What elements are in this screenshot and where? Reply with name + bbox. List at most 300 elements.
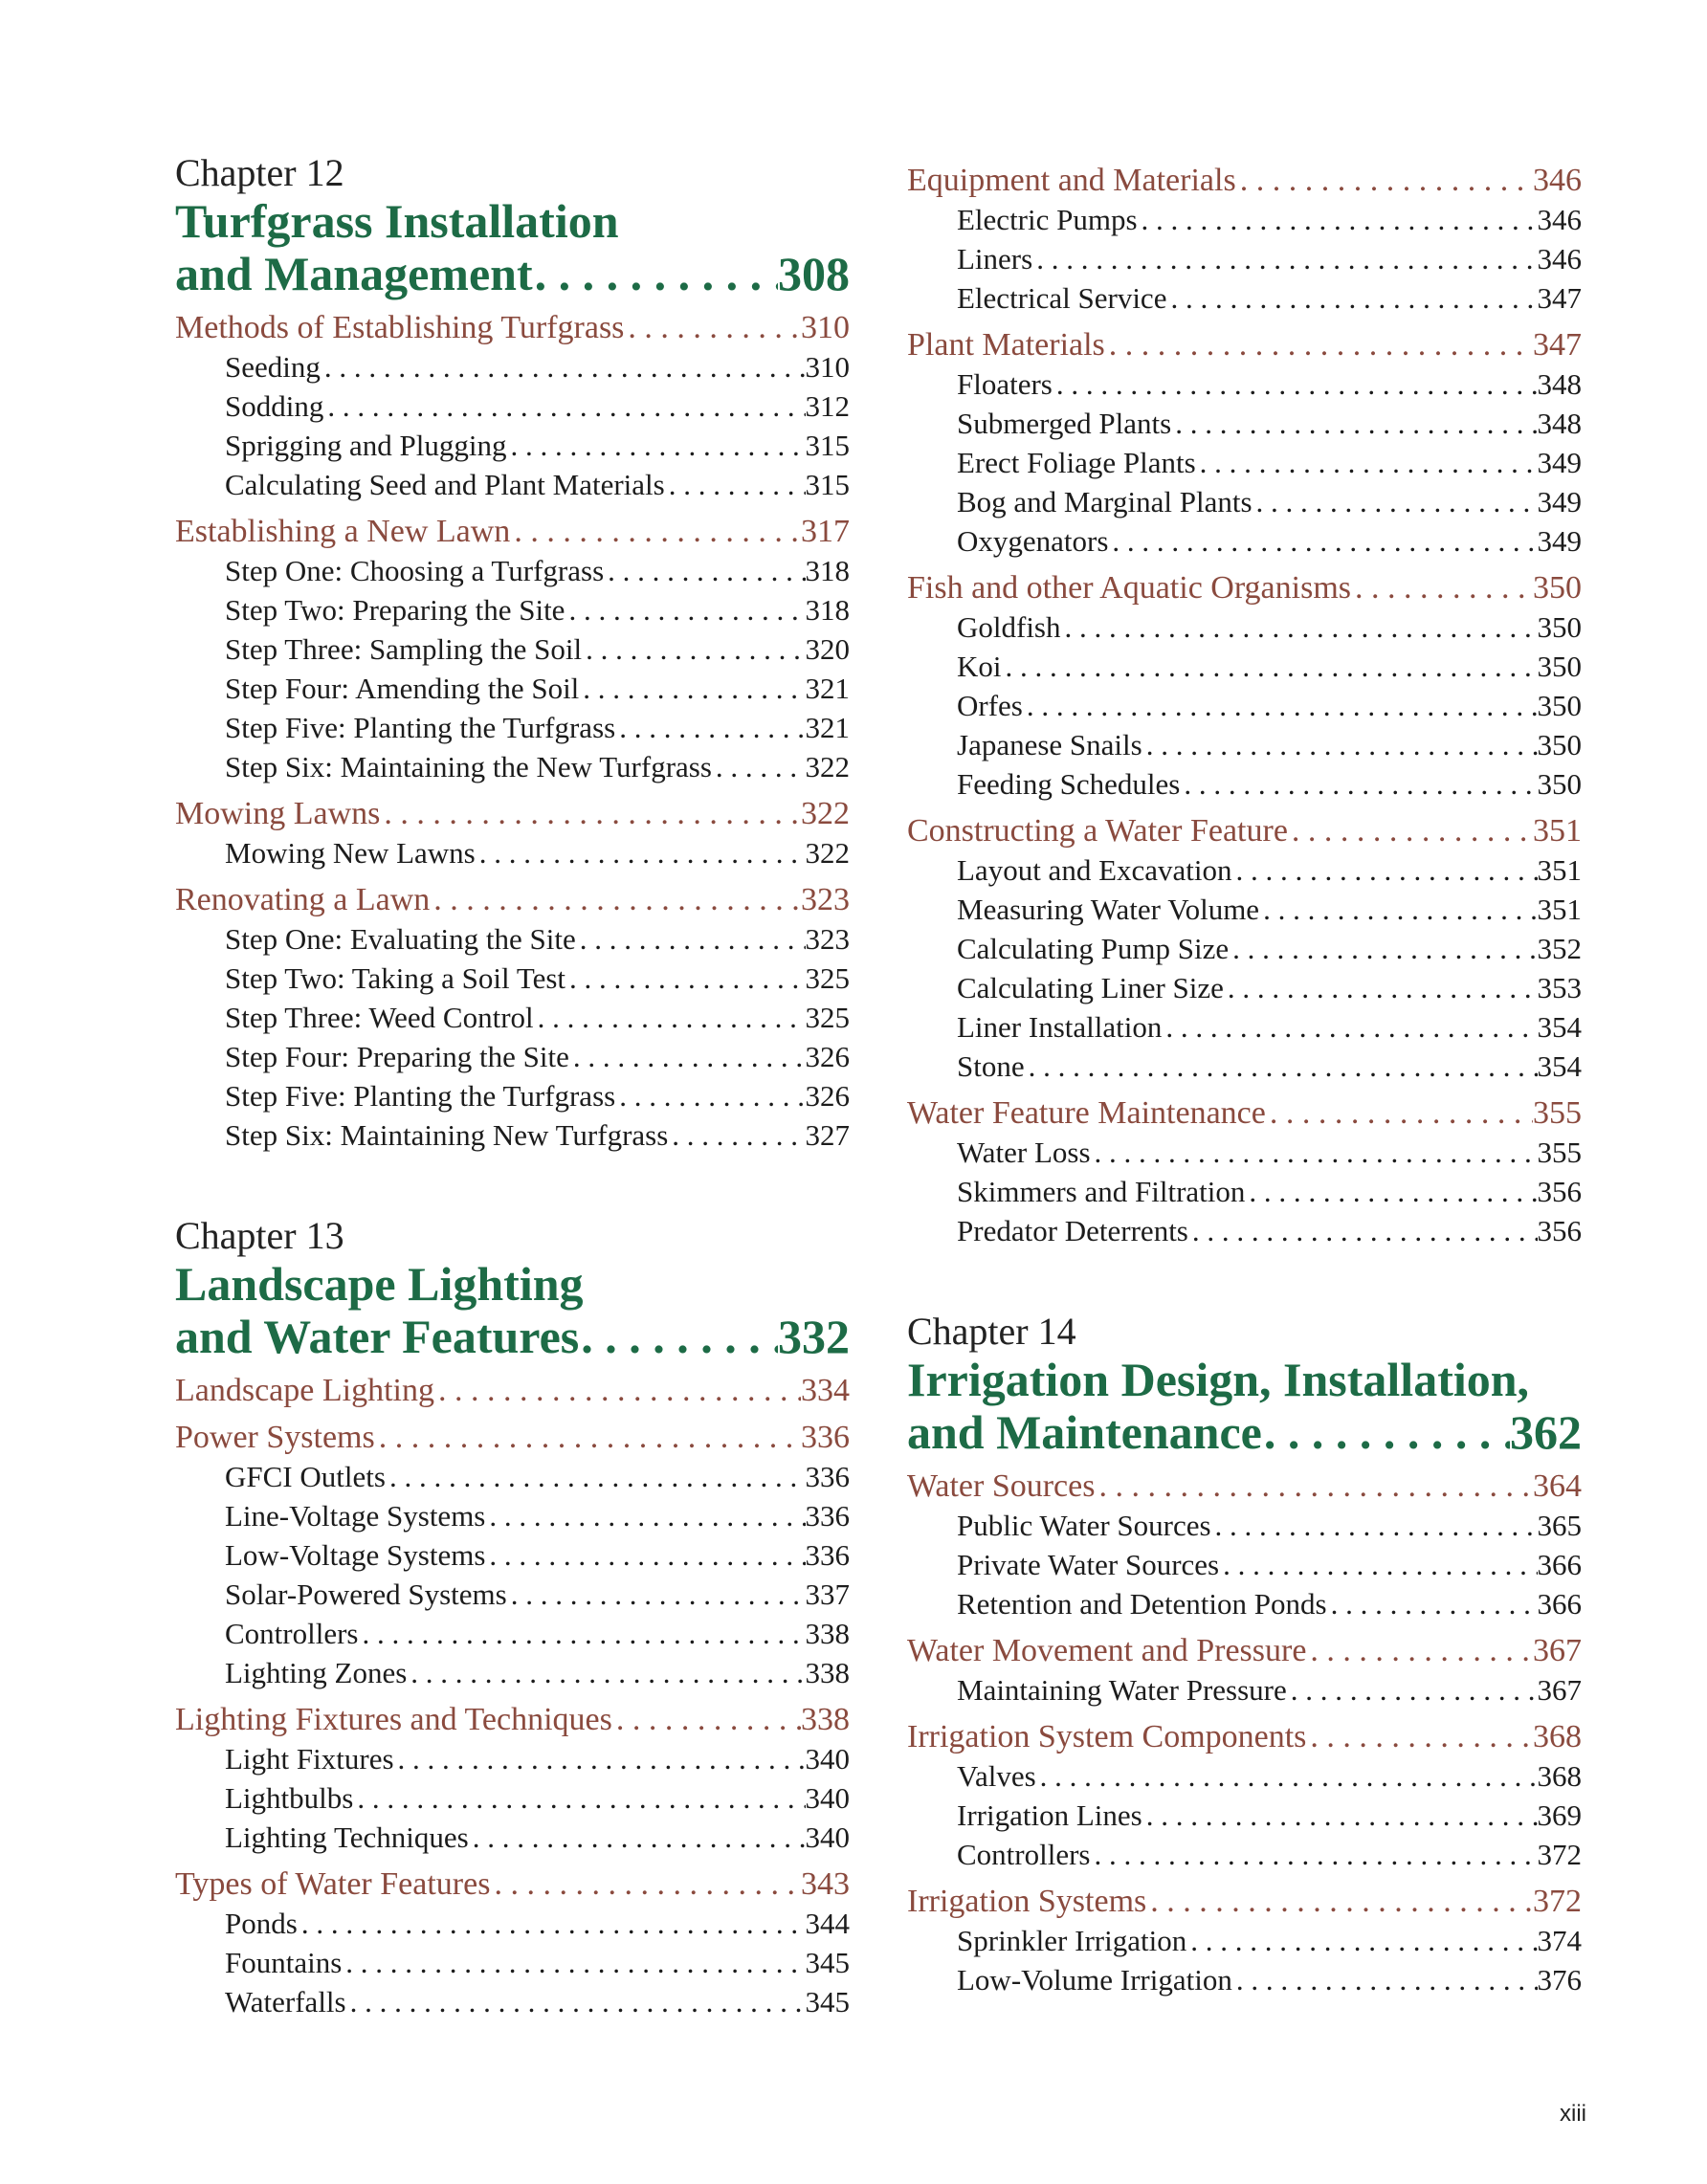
toc-item [907,1796,1582,1835]
page-ref: 369 [1537,1798,1582,1832]
page-ref: 322 [805,750,850,783]
page-ref: 355 [1537,1136,1582,1169]
item-title: Step Five: Planting the Turfgrass [225,1079,616,1113]
item-title: Sprigging and Plugging [225,429,507,462]
dot-leader [712,747,806,786]
page-ref: 321 [805,711,850,744]
toc-item [175,747,850,786]
dot-leader [469,1818,806,1857]
dot-leader [533,248,778,300]
toc-item [175,669,850,708]
toc-item [175,1535,850,1575]
toc-item [175,833,850,872]
chapter-label: Chapter 13 [175,1214,344,1257]
dot-leader [1232,850,1538,890]
dot-leader [624,308,801,347]
page-ref: 322 [805,836,850,870]
item-title: Step One: Choosing a Turfgrass [225,554,605,587]
toc-item [175,551,850,590]
toc-section [907,1882,1582,1921]
dot-leader [1262,1406,1510,1459]
item-title: Step Three: Weed Control [225,1001,534,1034]
item-title: Calculating Seed and Plant Materials [225,468,665,501]
item-title: Stone [957,1049,1025,1083]
dot-leader [1306,1717,1533,1756]
item-title: Liners [957,242,1033,276]
chapter-heading [907,1310,1582,1459]
page-ref: 350 [1537,610,1582,644]
toc-section [175,1864,850,1904]
dot-leader [579,669,805,708]
page-ref: 315 [805,429,850,462]
chapter-title-line2 [175,248,850,300]
page-ref: 367 [1537,1673,1582,1707]
item-title: Public Water Sources [957,1509,1211,1542]
continued-sections [907,161,1582,1250]
page-ref: 336 [805,1460,850,1493]
page-ref: 366 [1537,1587,1582,1621]
dot-leader [1287,1670,1538,1710]
dot-leader [1171,404,1537,443]
item-title: Step Four: Amending the Soil [225,672,580,705]
page-ref: 356 [1537,1214,1582,1247]
toc-item [175,1575,850,1614]
item-title: Lighting Zones [225,1656,408,1689]
page-ref: 351 [1537,853,1582,887]
toc-item [175,959,850,998]
section-title: Methods of Establishing Turfgrass [175,310,625,345]
page-ref: 348 [1537,367,1582,401]
item-title: Step Five: Planting the Turfgrass [225,711,616,744]
section-title: Landscape Lighting [175,1373,434,1408]
item-title: Irrigation Lines [957,1798,1142,1832]
item-title: Controllers [225,1617,359,1650]
item-title: Low-Voltage Systems [225,1538,486,1572]
toc-section [175,794,850,833]
toc-item [907,200,1582,239]
dot-leader [1166,278,1537,318]
toc-item [907,482,1582,521]
page-ref: 348 [1537,407,1582,440]
page-ref: 350 [1533,570,1582,606]
page-ref: 345 [805,1946,850,1979]
dot-leader [1002,647,1538,686]
item-title: Low-Volume Irrigation [957,1963,1232,1996]
page-ref: 372 [1533,1884,1582,1919]
toc-section [175,880,850,919]
page-ref: 312 [805,389,850,423]
chapter-title-text: and Water Features [175,1310,580,1363]
item-title: Electric Pumps [957,203,1138,236]
toc-item [175,1818,850,1857]
dot-leader [1229,929,1537,968]
page-ref: 345 [805,1985,850,2019]
item-title: Retention and Detention Ponds [957,1587,1327,1621]
item-title: Step Six: Maintaining New Turfgrass [225,1118,669,1152]
item-title: Goldfish [957,610,1061,644]
toc-item [907,968,1582,1007]
right-column [907,161,1582,1999]
toc-item [907,1921,1582,1960]
dot-leader [1138,200,1538,239]
page-ref: 374 [1537,1924,1582,1957]
page-ref: 334 [801,1373,850,1408]
page-ref: 322 [801,796,850,831]
page-ref: 326 [805,1079,850,1113]
toc-item [175,1496,850,1535]
page-ref: 347 [1537,281,1582,315]
item-title: Japanese Snails [957,728,1142,761]
dot-leader [490,1864,801,1904]
toc-section [175,308,850,347]
dot-leader [1351,568,1533,607]
toc-item [907,607,1582,647]
page-ref: 325 [805,1001,850,1034]
toc-item [907,1172,1582,1211]
toc-section [175,1700,850,1739]
toc-item [907,850,1582,890]
toc-item [175,1904,850,1943]
toc-item [175,708,850,747]
dot-leader [615,708,805,747]
toc-section [907,1093,1582,1133]
page-ref: 336 [801,1420,850,1455]
dot-leader [476,833,806,872]
item-title: Step Two: Preparing the Site [225,593,565,627]
item-title: Skimmers and Filtration [957,1175,1246,1208]
page-ref: 321 [805,672,850,705]
dot-leader [1219,1545,1537,1584]
toc-item [907,1756,1582,1796]
section-title: Fish and other Aquatic Organisms [907,570,1351,606]
page-ref: 353 [1537,971,1582,1004]
page-ref: 338 [801,1702,850,1737]
toc-item [907,364,1582,404]
item-title: Oxygenators [957,524,1109,558]
dot-leader [1259,890,1537,929]
toc-item [175,998,850,1037]
toc-item [907,1047,1582,1086]
page-ref: 326 [805,1040,850,1073]
dot-leader [1162,1007,1537,1047]
toc-item [175,629,850,669]
dot-leader [510,512,801,551]
chapter-label: Chapter 12 [175,151,344,194]
item-title: Step Three: Sampling the Soil [225,632,583,666]
dot-leader [298,1904,806,1943]
toc-item [907,1670,1582,1710]
dot-leader [1105,325,1533,364]
dot-leader [1142,1796,1538,1835]
toc-item [907,929,1582,968]
page-ref: 356 [1537,1175,1582,1208]
chapter-heading [175,151,850,300]
page-ref: 325 [805,961,850,995]
toc-item [907,1960,1582,1999]
toc-item [907,443,1582,482]
item-title: Lighting Techniques [225,1820,469,1854]
item-title: Erect Foliage Plants [957,446,1196,479]
chapter-title-line2 [175,1311,850,1363]
chapter-title-text: and Management [175,247,533,300]
page-ref: 318 [805,554,850,587]
toc-item [907,1506,1582,1545]
dot-leader [1288,811,1533,850]
toc-item [907,647,1582,686]
item-title: Controllers [957,1838,1091,1871]
page-ref: 365 [1537,1509,1582,1542]
toc-item [907,725,1582,764]
dot-leader [1091,1133,1538,1172]
dot-leader [507,426,806,465]
page-ref: 349 [1537,524,1582,558]
dot-leader [485,1496,805,1535]
toc-item [175,919,850,959]
item-title: Sodding [225,389,324,423]
page-ref: 352 [1537,932,1582,965]
item-title: Layout and Excavation [957,853,1232,887]
item-title: Measuring Water Volume [957,893,1260,926]
dot-leader [1224,968,1538,1007]
section-title: Constructing a Water Feature [907,813,1288,849]
toc-item [907,1007,1582,1047]
item-title: Feeding Schedules [957,767,1181,801]
chapter-block [175,1214,850,2021]
chapter-block [907,1310,1582,1999]
dot-leader [1306,1631,1533,1670]
page-ref: 347 [1533,327,1582,363]
toc-item [175,1115,850,1155]
dot-leader [604,551,805,590]
section-title: Water Feature Maintenance [907,1095,1266,1131]
dot-leader [1091,1835,1538,1874]
toc-item [907,764,1582,804]
toc-section [907,325,1582,364]
page-ref: 351 [1537,893,1582,926]
item-title: Step Four: Preparing the Site [225,1040,569,1073]
page-ref: 323 [801,882,850,917]
dot-leader [1146,1882,1533,1921]
chapter-page: 332 [778,1310,850,1363]
dot-leader [1253,482,1538,521]
toc-item [175,1982,850,2021]
item-title: Fountains [225,1946,343,1979]
item-title: Electrical Service [957,281,1167,315]
page-ref: 351 [1533,813,1582,849]
page-ref: 372 [1537,1838,1582,1871]
dot-leader [1236,161,1533,200]
dot-leader [375,1418,801,1457]
toc-item [175,426,850,465]
dot-leader [612,1700,801,1739]
section-title: Plant Materials [907,327,1105,363]
page-ref: 336 [805,1538,850,1572]
section-title: Power Systems [175,1420,375,1455]
dot-leader [1188,1211,1538,1250]
chapter-title [175,195,850,300]
page-ref: 346 [1537,242,1582,276]
left-column [175,151,850,2021]
section-title: Types of Water Features [175,1866,491,1902]
item-title: Calculating Liner Size [957,971,1224,1004]
item-title: Solar-Powered Systems [225,1577,507,1611]
item-title: Predator Deterrents [957,1214,1188,1247]
dot-leader [1142,725,1538,764]
toc-item [175,1614,850,1653]
page-ref: 354 [1537,1010,1582,1044]
page-ref: 355 [1533,1095,1582,1131]
toc-section [907,161,1582,200]
toc-item [907,890,1582,929]
item-title: Floaters [957,367,1053,401]
item-title: Valves [957,1759,1036,1793]
item-title: Sprinkler Irrigation [957,1924,1187,1957]
dot-leader [1061,607,1538,647]
page-ref: 354 [1537,1049,1582,1083]
item-title: Submerged Plants [957,407,1172,440]
section-title: Mowing Lawns [175,796,381,831]
dot-leader [615,1076,805,1115]
page-ref: 320 [805,632,850,666]
item-title: Mowing New Lawns [225,836,476,870]
toc-item [907,1133,1582,1172]
chapter-14-wrapper [907,1310,1582,1999]
toc-item [175,1653,850,1692]
dot-leader [1327,1584,1538,1623]
toc-item [907,278,1582,318]
page-number: xiii [1560,2101,1586,2127]
dot-leader [323,386,805,426]
page-ref: 346 [1533,163,1582,198]
item-title: Calculating Pump Size [957,932,1230,965]
item-title: Bog and Marginal Plants [957,485,1253,518]
page-ref: 338 [805,1617,850,1650]
dot-leader [1186,1921,1537,1960]
dot-leader [342,1943,805,1982]
page-ref: 344 [805,1907,850,1940]
dot-leader [569,1037,806,1076]
toc-section [907,811,1582,850]
dot-leader [1053,364,1538,404]
toc-item [175,1739,850,1778]
dot-leader [321,347,806,386]
toc-item [907,1584,1582,1623]
page-ref: 376 [1537,1963,1582,1996]
toc-item [175,1037,850,1076]
section-title: Irrigation System Components [907,1719,1307,1754]
toc-item [175,1943,850,1982]
section-title: Irrigation Systems [907,1884,1147,1919]
chapter-title-line1: Landscape Lighting [175,1257,584,1311]
toc-item [175,1778,850,1818]
toc-item [175,1076,850,1115]
dot-leader [1180,764,1537,804]
section-title: Renovating a Lawn [175,882,431,917]
page-ref: 367 [1533,1633,1582,1668]
page-ref: 368 [1537,1759,1582,1793]
item-title: Line-Voltage Systems [225,1499,486,1533]
chapter-title [907,1354,1582,1459]
item-title: GFCI Outlets [225,1460,386,1493]
dot-leader [485,1535,805,1575]
dot-leader [534,998,806,1037]
page-ref: 343 [801,1866,850,1902]
toc-item [175,386,850,426]
item-title: Private Water Sources [957,1548,1220,1581]
dot-leader [579,1311,778,1363]
page-ref: 349 [1537,446,1582,479]
dot-leader [665,465,806,504]
section-title: Establishing a New Lawn [175,514,511,549]
page-ref: 318 [805,593,850,627]
toc-section [175,1371,850,1410]
chapter-title-line2 [907,1406,1582,1459]
page-ref: 346 [1537,203,1582,236]
chapter-title-line1: Irrigation Design, Installation, [907,1353,1530,1406]
dot-leader [565,590,805,629]
toc-section [175,1418,850,1457]
toc-item [907,404,1582,443]
page-ref: 336 [805,1499,850,1533]
toc-item [907,239,1582,278]
dot-leader [1032,239,1537,278]
toc-section [907,1717,1582,1756]
dot-leader [386,1457,806,1496]
item-title: Liner Installation [957,1010,1163,1044]
dot-leader [434,1371,801,1410]
dot-leader [1025,1047,1538,1086]
toc-section [175,512,850,551]
chapter-page: 362 [1510,1405,1582,1459]
toc-section [907,1631,1582,1670]
page-ref: 338 [805,1656,850,1689]
toc-item [907,1211,1582,1250]
item-title: Step Two: Taking a Soil Test [225,961,566,995]
dot-leader [394,1739,806,1778]
toc-item [907,1545,1582,1584]
dot-leader [668,1115,805,1155]
dot-leader [1023,686,1538,725]
item-title: Waterfalls [225,1985,346,2019]
section-title: Lighting Fixtures and Techniques [175,1702,612,1737]
toc-item [907,686,1582,725]
item-title: Maintaining Water Pressure [957,1673,1287,1707]
section-title: Equipment and Materials [907,163,1236,198]
item-title: Step Six: Maintaining the New Turfgrass [225,750,712,783]
dot-leader [1211,1506,1538,1545]
toc-section [907,568,1582,607]
dot-leader [430,880,801,919]
item-title: Orfes [957,689,1023,722]
dot-leader [507,1575,806,1614]
dot-leader [359,1614,806,1653]
dot-leader [565,959,805,998]
section-title: Water Movement and Pressure [907,1633,1307,1668]
toc-item [907,521,1582,561]
page-ref: 340 [805,1781,850,1815]
dot-leader [353,1778,805,1818]
chapter-block [175,151,850,1155]
toc-item [907,1835,1582,1874]
dot-leader [1266,1093,1533,1133]
page-ref: 366 [1537,1548,1582,1581]
item-title: Koi [957,650,1002,683]
page-ref: 327 [805,1118,850,1152]
dot-leader [1232,1960,1538,1999]
dot-leader [1245,1172,1537,1211]
toc-item [175,465,850,504]
dot-leader [380,794,801,833]
